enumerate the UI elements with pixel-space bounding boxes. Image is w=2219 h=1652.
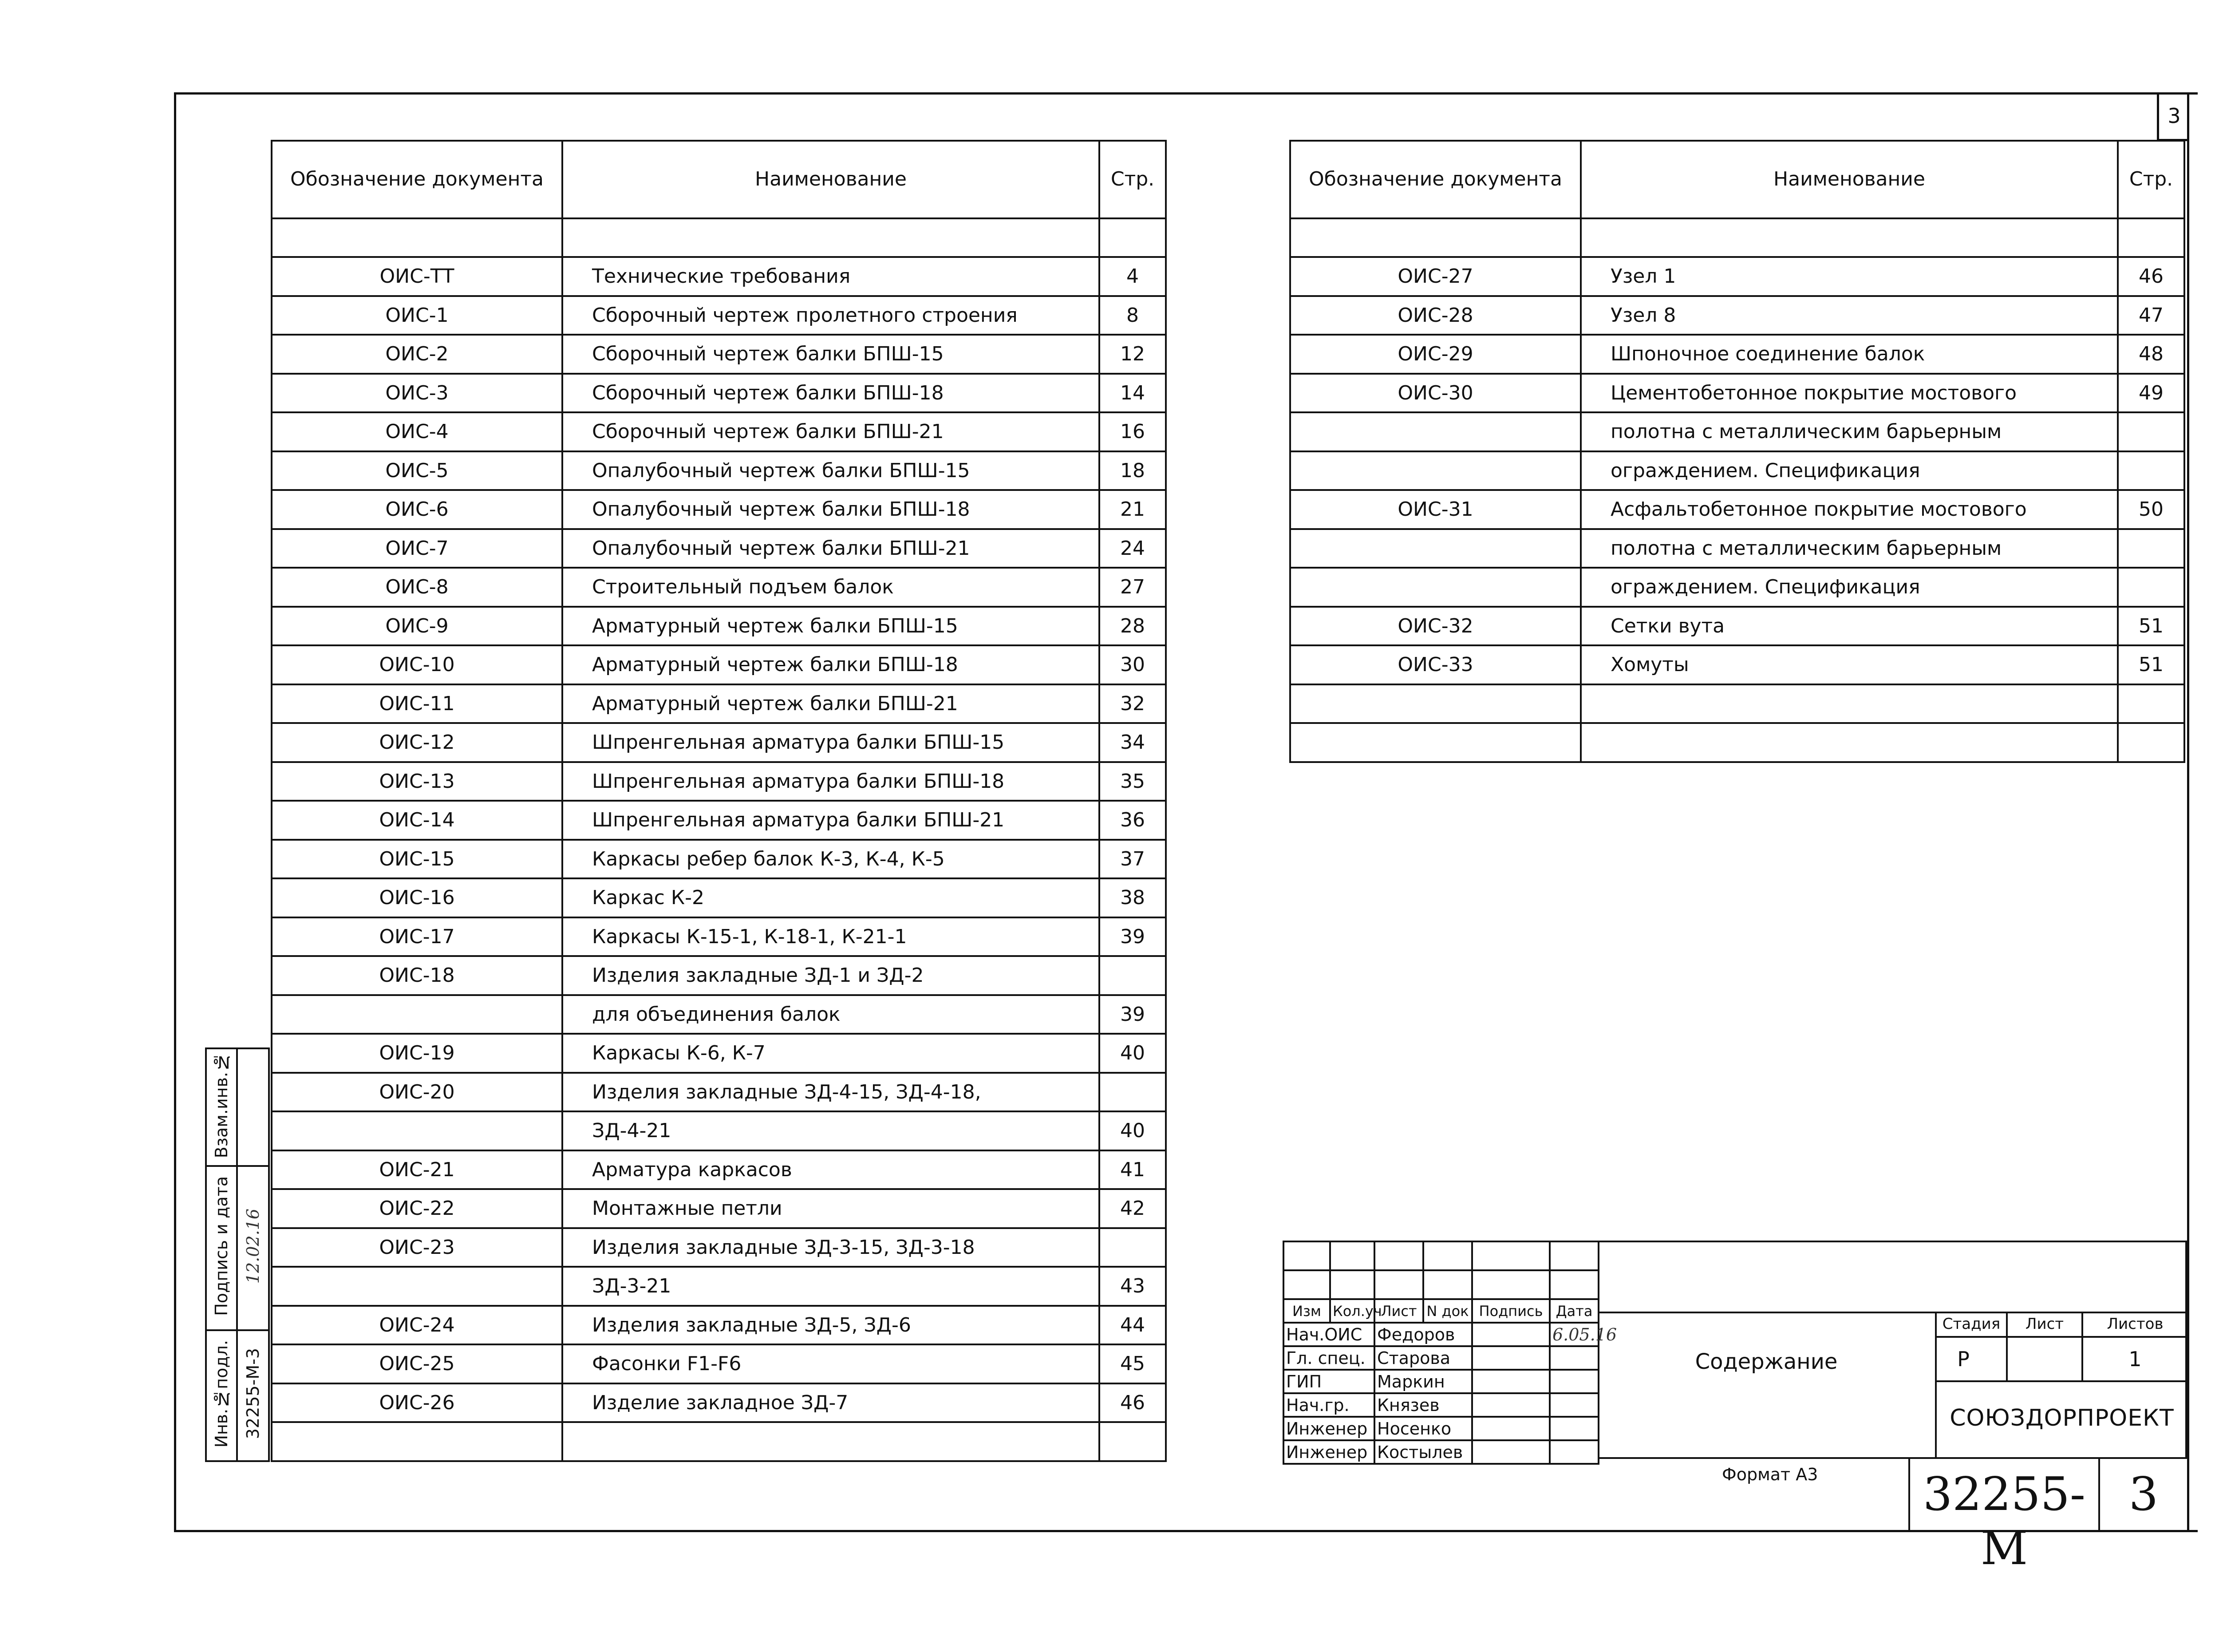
toc-page bbox=[1099, 956, 1166, 995]
toc-page bbox=[2118, 723, 2184, 762]
toc-row bbox=[1290, 684, 2184, 723]
revision-header-row bbox=[1283, 1299, 1599, 1323]
toc-title: Шпренгельная арматура балки БПШ-18 bbox=[562, 762, 1099, 801]
toc-page: 43 bbox=[1099, 1267, 1166, 1306]
person-name: Князев bbox=[1374, 1393, 1472, 1417]
person-role: Инженер bbox=[1283, 1417, 1374, 1440]
toc-page bbox=[1099, 1422, 1166, 1461]
toc-row bbox=[1290, 374, 2184, 413]
toc-row bbox=[272, 840, 1166, 879]
toc-row bbox=[272, 374, 1166, 413]
toc-row bbox=[272, 995, 1166, 1034]
toc-row bbox=[1290, 645, 2184, 684]
toc-designation: ОИС-8 bbox=[272, 568, 562, 607]
toc-title: Изделия закладные ЗД-5, ЗД-6 bbox=[562, 1306, 1099, 1345]
person-date: 6.05.16 bbox=[1550, 1323, 1599, 1346]
toc-row bbox=[272, 607, 1166, 646]
toc-designation: ОИС-26 bbox=[272, 1383, 562, 1423]
person-signature bbox=[1472, 1370, 1550, 1393]
toc-title: Узел 1 bbox=[1581, 257, 2118, 296]
toc-row bbox=[272, 257, 1166, 296]
person-date bbox=[1550, 1417, 1599, 1440]
designation-header: Обозначение документа bbox=[1290, 141, 1581, 218]
inv-no-value: 32255-М-3 bbox=[243, 1348, 263, 1439]
page-number-box bbox=[2157, 92, 2189, 141]
toc-page: 41 bbox=[1099, 1150, 1166, 1190]
toc-page: 35 bbox=[1099, 762, 1166, 801]
toc-page bbox=[2118, 412, 2184, 451]
toc-title: Арматурный чертеж балки БПШ-18 bbox=[562, 645, 1099, 684]
toc-designation: ОИС-30 bbox=[1290, 374, 1581, 413]
toc-designation: ОИС-15 bbox=[272, 840, 562, 879]
name-header: Наименование bbox=[1581, 141, 2118, 218]
sign-date-value: 12.02.16 bbox=[243, 1208, 263, 1284]
revision-header-cell: Изм bbox=[1283, 1299, 1330, 1323]
toc-title: полотна с металлическим барьерным bbox=[1581, 529, 2118, 568]
toc-title: Сборочный чертеж балки БПШ-21 bbox=[562, 412, 1099, 451]
toc-row bbox=[272, 568, 1166, 607]
toc-page bbox=[1099, 1228, 1166, 1267]
toc-page: 46 bbox=[1099, 1383, 1166, 1423]
person-name: Маркин bbox=[1374, 1370, 1472, 1393]
side-stamp bbox=[205, 1047, 270, 1462]
toc-designation: ОИС-13 bbox=[272, 762, 562, 801]
toc-page: 16 bbox=[1099, 412, 1166, 451]
toc-page bbox=[1099, 1073, 1166, 1112]
toc-designation bbox=[1290, 568, 1581, 607]
toc-designation: ОИС-19 bbox=[272, 1034, 562, 1073]
toc-designation bbox=[1290, 451, 1581, 490]
toc-page: 46 bbox=[2118, 257, 2184, 296]
toc-spacer-row bbox=[1290, 218, 2184, 257]
toc-title: для объединения балок bbox=[562, 995, 1099, 1034]
name-header: Наименование bbox=[562, 141, 1099, 218]
toc-title: Арматурный чертеж балки БПШ-15 bbox=[562, 607, 1099, 646]
person-signature bbox=[1472, 1393, 1550, 1417]
toc-designation: ОИС-2 bbox=[272, 335, 562, 374]
toc-title: Фасонки F1-F6 bbox=[562, 1344, 1099, 1383]
toc-row bbox=[1290, 529, 2184, 568]
toc-designation bbox=[1290, 684, 1581, 723]
person-signature bbox=[1472, 1440, 1550, 1464]
document-code: 32255-М bbox=[1923, 1467, 2085, 1575]
revision-header-cell: N док bbox=[1423, 1299, 1472, 1323]
toc-designation: ОИС-32 bbox=[1290, 607, 1581, 646]
toc-designation: ОИС-28 bbox=[1290, 296, 1581, 335]
person-name: Носенко bbox=[1374, 1417, 1472, 1440]
toc-page: 48 bbox=[2118, 335, 2184, 374]
toc-header-row bbox=[272, 141, 1166, 218]
signature-row bbox=[1283, 1346, 1599, 1370]
toc-row bbox=[272, 917, 1166, 956]
toc-page: 36 bbox=[1099, 801, 1166, 840]
toc-page: 4 bbox=[1099, 257, 1166, 296]
person-role: Нач.гр. bbox=[1283, 1393, 1374, 1417]
toc-title: Опалубочный чертеж балки БПШ-18 bbox=[562, 490, 1099, 529]
toc-title: Узел 8 bbox=[1581, 296, 2118, 335]
toc-title: Арматурный чертеж балки БПШ-21 bbox=[562, 684, 1099, 723]
person-date bbox=[1550, 1370, 1599, 1393]
toc-row bbox=[272, 1150, 1166, 1190]
vzam-inv-label: Взам.инв.№ bbox=[212, 1052, 231, 1158]
toc-page: 40 bbox=[1099, 1034, 1166, 1073]
page-header: Стр. bbox=[2118, 141, 2184, 218]
toc-designation: ОИС-31 bbox=[1290, 490, 1581, 529]
person-name: Старова bbox=[1374, 1346, 1472, 1370]
toc-row bbox=[272, 723, 1166, 762]
toc-page: 8 bbox=[1099, 296, 1166, 335]
toc-page: 47 bbox=[2118, 296, 2184, 335]
toc-designation: ОИС-23 bbox=[272, 1228, 562, 1267]
toc-title: ограждением. Спецификация bbox=[1581, 568, 2118, 607]
toc-designation bbox=[272, 1267, 562, 1306]
toc-designation: ОИС-7 bbox=[272, 529, 562, 568]
toc-row bbox=[272, 529, 1166, 568]
toc-page: 21 bbox=[1099, 490, 1166, 529]
toc-page: 39 bbox=[1099, 917, 1166, 956]
toc-row bbox=[272, 412, 1166, 451]
toc-designation: ОИС-10 bbox=[272, 645, 562, 684]
toc-designation: ОИС-ТТ bbox=[272, 257, 562, 296]
toc-row bbox=[1290, 257, 2184, 296]
toc-row bbox=[1290, 296, 2184, 335]
signature-row bbox=[1283, 1323, 1599, 1346]
toc-title: Изделие закладное ЗД-7 bbox=[562, 1383, 1099, 1423]
toc-page: 51 bbox=[2118, 607, 2184, 646]
toc-designation bbox=[272, 995, 562, 1034]
toc-row bbox=[272, 1383, 1166, 1423]
toc-page: 27 bbox=[1099, 568, 1166, 607]
toc-row bbox=[272, 1189, 1166, 1228]
toc-row bbox=[272, 684, 1166, 723]
toc-designation bbox=[1290, 723, 1581, 762]
sign-date-label: Подпись и дата bbox=[212, 1176, 231, 1316]
toc-page bbox=[2118, 568, 2184, 607]
revision-header-cell: Дата bbox=[1550, 1299, 1599, 1323]
toc-title: Технические требования bbox=[562, 257, 1099, 296]
toc-page: 18 bbox=[1099, 451, 1166, 490]
toc-title: ЗД-4-21 bbox=[562, 1111, 1099, 1150]
toc-page: 40 bbox=[1099, 1111, 1166, 1150]
toc-designation bbox=[272, 1422, 562, 1461]
toc-title: Каркас К-2 bbox=[562, 878, 1099, 917]
toc-title: Каркасы К-15-1, К-18-1, К-21-1 bbox=[562, 917, 1099, 956]
designation-header: Обозначение документа bbox=[272, 141, 562, 218]
toc-designation: ОИС-12 bbox=[272, 723, 562, 762]
toc-title: Строительный подъем балок bbox=[562, 568, 1099, 607]
toc-row bbox=[1290, 607, 2184, 646]
person-signature bbox=[1472, 1323, 1550, 1346]
sheets-value: 1 bbox=[2128, 1347, 2142, 1371]
toc-row bbox=[272, 296, 1166, 335]
toc-designation: ОИС-20 bbox=[272, 1073, 562, 1112]
toc-title: Арматура каркасов bbox=[562, 1150, 1099, 1190]
toc-designation: ОИС-24 bbox=[272, 1306, 562, 1345]
toc-page: 44 bbox=[1099, 1306, 1166, 1345]
toc-row bbox=[272, 1344, 1166, 1383]
toc-row bbox=[1290, 451, 2184, 490]
frame-right-edge bbox=[2187, 92, 2189, 1532]
stage-label: Стадия bbox=[1942, 1315, 2001, 1333]
toc-row bbox=[272, 1306, 1166, 1345]
toc-row bbox=[272, 1073, 1166, 1112]
sheet-number: 3 bbox=[2128, 1467, 2159, 1521]
toc-designation: ОИС-25 bbox=[272, 1344, 562, 1383]
toc-row bbox=[272, 956, 1166, 995]
toc-row bbox=[272, 762, 1166, 801]
toc-page bbox=[2118, 451, 2184, 490]
toc-designation: ОИС-29 bbox=[1290, 335, 1581, 374]
toc-page: 39 bbox=[1099, 995, 1166, 1034]
toc-title: ограждением. Спецификация bbox=[1581, 451, 2118, 490]
page-header: Стр. bbox=[1099, 141, 1166, 218]
toc-designation bbox=[272, 1111, 562, 1150]
toc-title: Изделия закладные ЗД-4-15, ЗД-4-18, bbox=[562, 1073, 1099, 1112]
toc-title: Каркасы К-6, К-7 bbox=[562, 1034, 1099, 1073]
toc-page: 37 bbox=[1099, 840, 1166, 879]
toc-row bbox=[272, 1228, 1166, 1267]
toc-designation: ОИС-6 bbox=[272, 490, 562, 529]
toc-title: Опалубочный чертеж балки БПШ-21 bbox=[562, 529, 1099, 568]
person-role: Нач.ОИС bbox=[1283, 1323, 1374, 1346]
document-title: Содержание bbox=[1695, 1349, 1838, 1374]
toc-page: 34 bbox=[1099, 723, 1166, 762]
toc-title: Монтажные петли bbox=[562, 1189, 1099, 1228]
revision-header-cell: Кол.уч bbox=[1330, 1299, 1374, 1323]
toc-designation: ОИС-4 bbox=[272, 412, 562, 451]
toc-designation: ОИС-27 bbox=[1290, 257, 1581, 296]
toc-page: 49 bbox=[2118, 374, 2184, 413]
revision-header-cell: Подпись bbox=[1472, 1299, 1550, 1323]
toc-row bbox=[272, 1267, 1166, 1306]
toc-title: Шпоночное соединение балок bbox=[1581, 335, 2118, 374]
toc-title: Изделия закладные ЗД-1 и ЗД-2 bbox=[562, 956, 1099, 995]
toc-row bbox=[272, 1422, 1166, 1461]
toc-page: 42 bbox=[1099, 1189, 1166, 1228]
toc-page: 24 bbox=[1099, 529, 1166, 568]
toc-title: ЗД-3-21 bbox=[562, 1267, 1099, 1306]
toc-designation: ОИС-33 bbox=[1290, 645, 1581, 684]
person-date bbox=[1550, 1440, 1599, 1464]
toc-page: 32 bbox=[1099, 684, 1166, 723]
toc-title bbox=[1581, 723, 2118, 762]
toc-designation: ОИС-3 bbox=[272, 374, 562, 413]
toc-title bbox=[562, 1422, 1099, 1461]
toc-designation: ОИС-5 bbox=[272, 451, 562, 490]
inv-no-label: Инв.№подл. bbox=[212, 1340, 231, 1448]
toc-title: Шпренгельная арматура балки БПШ-15 bbox=[562, 723, 1099, 762]
toc-title: полотна с металлическим барьерным bbox=[1581, 412, 2118, 451]
toc-title: Асфальтобетонное покрытие мостового bbox=[1581, 490, 2118, 529]
toc-designation: ОИС-14 bbox=[272, 801, 562, 840]
toc-designation: ОИС-11 bbox=[272, 684, 562, 723]
toc-designation: ОИС-18 bbox=[272, 956, 562, 995]
person-name: Костылев bbox=[1374, 1440, 1472, 1464]
toc-page: 51 bbox=[2118, 645, 2184, 684]
person-role: Гл. спец. bbox=[1283, 1346, 1374, 1370]
toc-row bbox=[272, 878, 1166, 917]
toc-title bbox=[1581, 684, 2118, 723]
person-date bbox=[1550, 1393, 1599, 1417]
toc-row bbox=[272, 335, 1166, 374]
person-name: Федоров bbox=[1374, 1323, 1472, 1346]
toc-row bbox=[1290, 490, 2184, 529]
toc-row bbox=[272, 1034, 1166, 1073]
toc-row bbox=[1290, 335, 2184, 374]
toc-table-left bbox=[271, 140, 1167, 1462]
toc-page: 50 bbox=[2118, 490, 2184, 529]
revision-header-cell: Лист bbox=[1374, 1299, 1423, 1323]
page-number: 3 bbox=[2168, 103, 2181, 128]
format-label: Формат А3 bbox=[1722, 1465, 1818, 1484]
toc-title: Опалубочный чертеж балки БПШ-15 bbox=[562, 451, 1099, 490]
toc-designation: ОИС-21 bbox=[272, 1150, 562, 1190]
toc-page: 30 bbox=[1099, 645, 1166, 684]
signature-row bbox=[1283, 1417, 1599, 1440]
signature-row bbox=[1283, 1393, 1599, 1417]
toc-row bbox=[272, 645, 1166, 684]
toc-page: 28 bbox=[1099, 607, 1166, 646]
organization-name: СОЮЗДОРПРОЕКТ bbox=[1950, 1405, 2174, 1431]
toc-row bbox=[1290, 412, 2184, 451]
toc-title: Хомуты bbox=[1581, 645, 2118, 684]
signature-row bbox=[1283, 1370, 1599, 1393]
stage-value: Р bbox=[1957, 1347, 1970, 1371]
toc-designation: ОИС-1 bbox=[272, 296, 562, 335]
toc-page bbox=[2118, 684, 2184, 723]
signature-grid bbox=[1283, 1241, 1617, 1465]
sheet-label: Лист bbox=[2025, 1315, 2064, 1333]
person-signature bbox=[1472, 1346, 1550, 1370]
toc-designation: ОИС-16 bbox=[272, 878, 562, 917]
toc-page: 14 bbox=[1099, 374, 1166, 413]
toc-page: 38 bbox=[1099, 878, 1166, 917]
toc-title: Сборочный чертеж балки БПШ-15 bbox=[562, 335, 1099, 374]
person-signature bbox=[1472, 1417, 1550, 1440]
toc-title: Цементобетонное покрытие мостового bbox=[1581, 374, 2118, 413]
sheets-label: Листов bbox=[2107, 1315, 2164, 1333]
toc-row bbox=[272, 1111, 1166, 1150]
toc-header-row bbox=[1290, 141, 2184, 218]
toc-title: Изделия закладные ЗД-3-15, ЗД-3-18 bbox=[562, 1228, 1099, 1267]
signature-row bbox=[1283, 1440, 1599, 1464]
toc-title: Сетки вута bbox=[1581, 607, 2118, 646]
toc-table-right bbox=[1289, 140, 2185, 763]
toc-row bbox=[272, 490, 1166, 529]
toc-page: 45 bbox=[1099, 1344, 1166, 1383]
toc-title: Каркасы ребер балок К-3, К-4, К-5 bbox=[562, 840, 1099, 879]
person-date bbox=[1550, 1346, 1599, 1370]
toc-row bbox=[1290, 723, 2184, 762]
toc-spacer-row bbox=[272, 218, 1166, 257]
toc-title: Сборочный чертеж пролетного строения bbox=[562, 296, 1099, 335]
toc-designation bbox=[1290, 412, 1581, 451]
person-role: Инженер bbox=[1283, 1440, 1374, 1464]
toc-title: Сборочный чертеж балки БПШ-18 bbox=[562, 374, 1099, 413]
toc-page: 12 bbox=[1099, 335, 1166, 374]
toc-page bbox=[2118, 529, 2184, 568]
toc-designation bbox=[1290, 529, 1581, 568]
toc-designation: ОИС-9 bbox=[272, 607, 562, 646]
toc-row bbox=[272, 801, 1166, 840]
toc-designation: ОИС-22 bbox=[272, 1189, 562, 1228]
person-role: ГИП bbox=[1283, 1370, 1374, 1393]
toc-title: Шпренгельная арматура балки БПШ-21 bbox=[562, 801, 1099, 840]
toc-row bbox=[272, 451, 1166, 490]
toc-row bbox=[1290, 568, 2184, 607]
toc-designation: ОИС-17 bbox=[272, 917, 562, 956]
